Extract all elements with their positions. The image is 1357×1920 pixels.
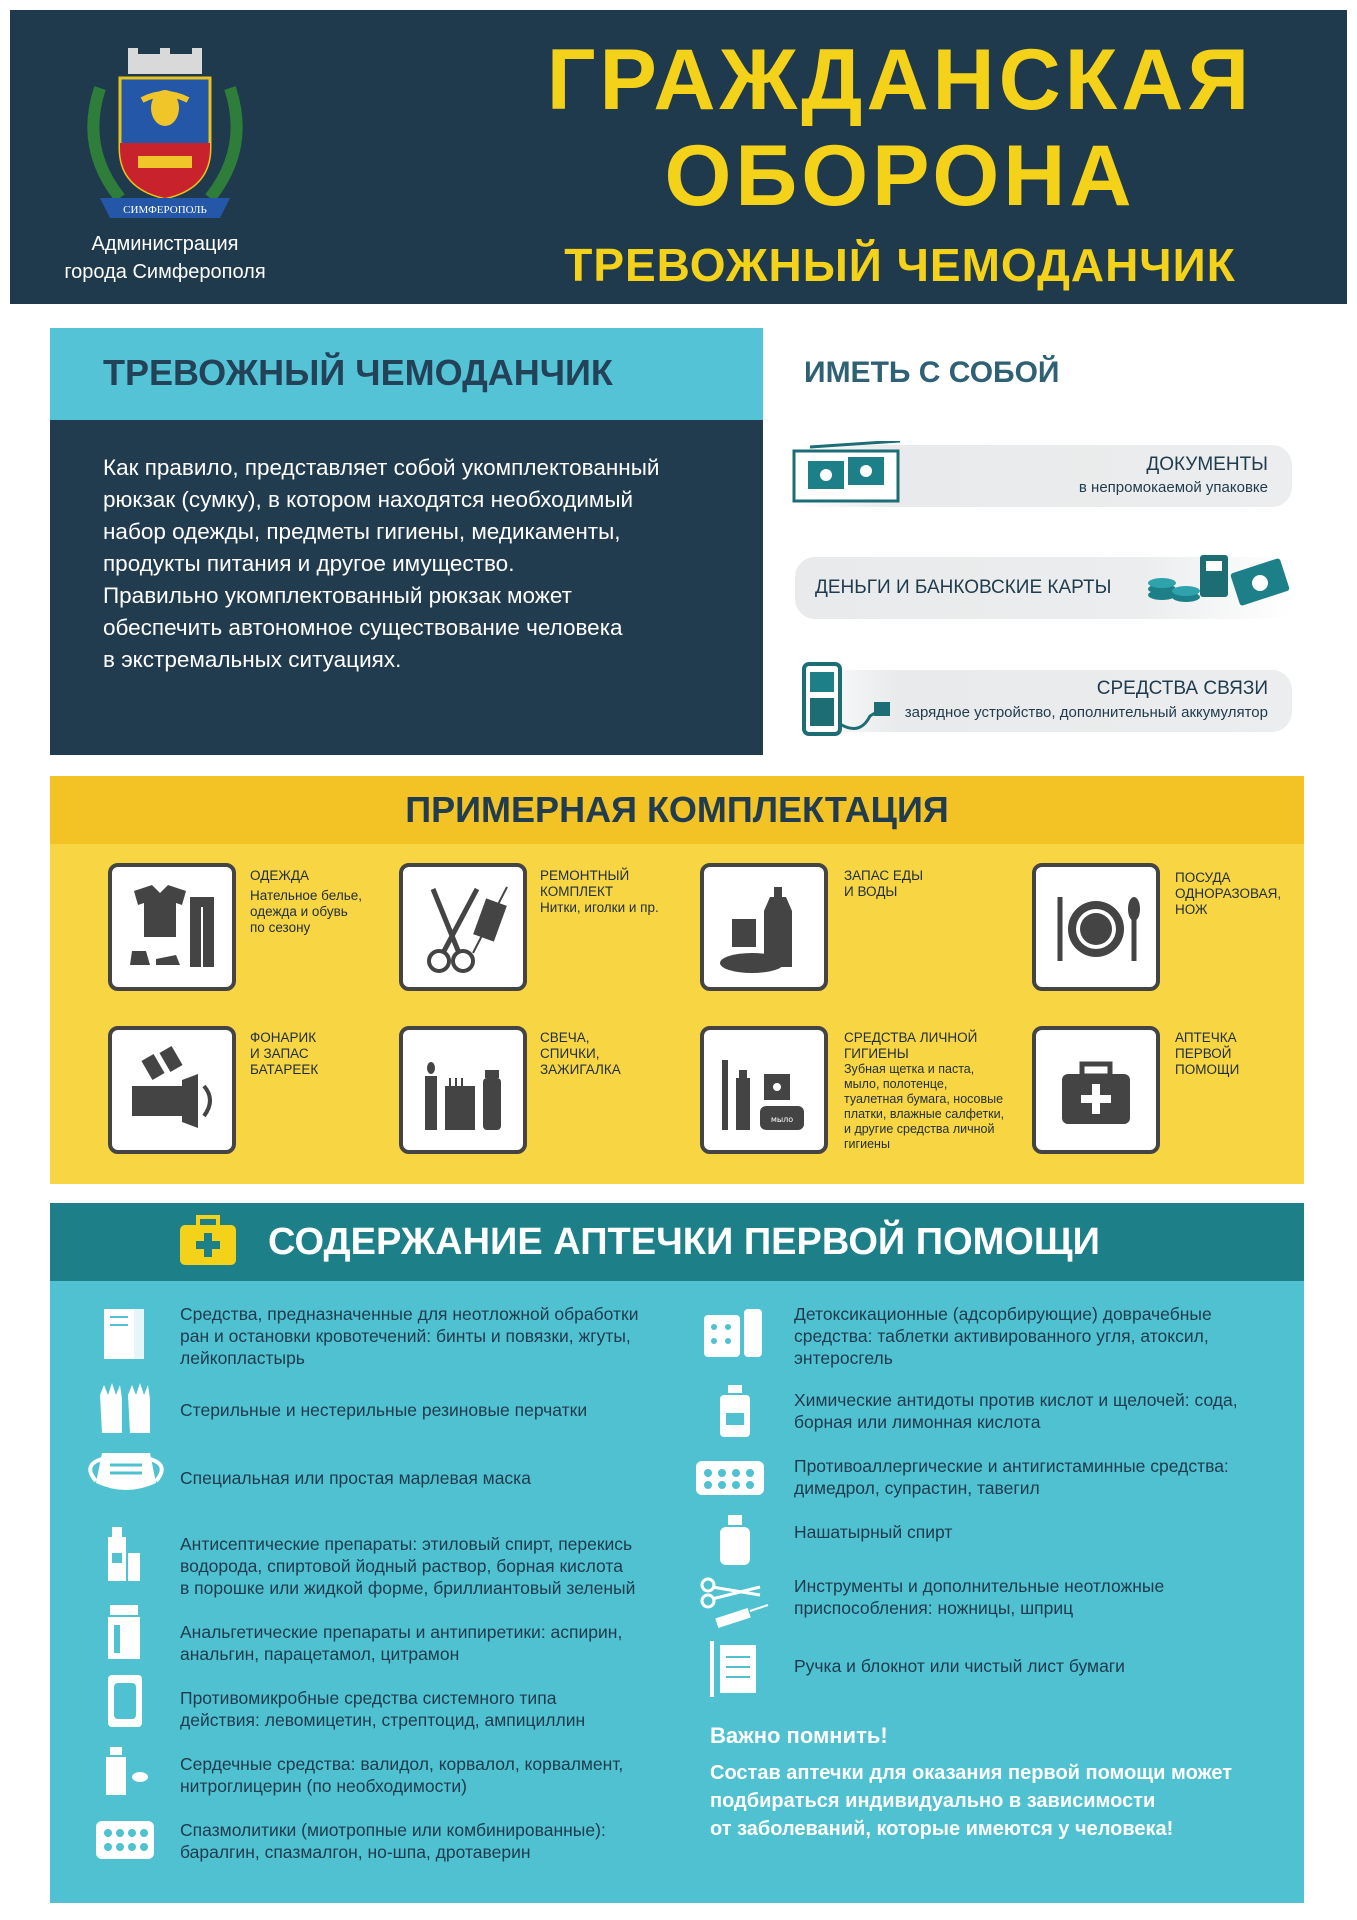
ammonia-icon (700, 1509, 770, 1571)
bag-line: Как правило, представляет собой укомплектованный (103, 455, 660, 480)
have-section-title: ИМЕТЬ С СОБОЙ (804, 356, 1060, 389)
bag-line: обеспечить автономное существование человека (103, 615, 623, 640)
kit-item-repair-label (540, 868, 659, 916)
aid-left-item: Сердечные средства: валидол, корвалол, корвалмент, нитроглицерин (по необходимости) (180, 1754, 624, 1796)
first-aid-header (50, 1203, 1304, 1281)
kit-item-food-label (844, 868, 923, 900)
kit-item-title: ФОНАРИК И ЗАПАС БАТАРЕЕК (250, 1030, 319, 1077)
bag-line: в экстремальных ситуациях. (103, 647, 402, 672)
bag-description (50, 420, 763, 755)
food-water-icon (700, 863, 828, 991)
have-item-communication (800, 670, 1292, 732)
page-subtitle: ТРЕВОЖНЫЙ ЧЕМОДАНЧИК (564, 239, 1236, 291)
bag-line: продукты питания и другое имущество. (103, 551, 515, 576)
dishes-icon (1032, 863, 1160, 991)
kit-item-candle-label (540, 1030, 621, 1078)
aid-right-item: Детоксикационные (адсорбирующие) доврачебные средства: таблетки активированного угля, атоксил, энтеросгель (794, 1304, 1212, 1368)
page-title (480, 32, 1320, 224)
pills-jar-icon (90, 1601, 160, 1663)
have-item-money (795, 557, 1292, 619)
have-item-documents (790, 445, 1292, 507)
kit-item-sub: Зубная щетка и паста, мыло, полотенце, туалетная бумага, носовые платки, влажные салфетки, и другие средства личной гигиены (844, 1062, 1005, 1151)
kit-item-dishes-label (1175, 870, 1281, 918)
detox-icon (700, 1303, 770, 1365)
kit-item-sub: Нательное белье, одежда и обувь по сезону (250, 888, 362, 935)
remember-title: Важно помнить! (710, 1723, 888, 1748)
title-line-2: ОБОРОНА (664, 128, 1136, 224)
bag-line: Правильно укомплектованный рюкзак может (103, 583, 572, 608)
first-aid-kit-icon (1032, 1026, 1160, 1154)
kit-item-title: ОДЕЖДА (250, 868, 309, 883)
first-aid-kit-icon (176, 1213, 240, 1269)
kit-item-flashlight-label (250, 1030, 318, 1078)
phone-icon (800, 660, 900, 738)
kit-section-header (50, 776, 1304, 844)
kit-item-title: СРЕДСТВА ЛИЧНОЙ ГИГИЕНЫ (844, 1030, 978, 1061)
have-item-sub: зарядное устройство, дополнительный аккумулятор (904, 704, 1268, 721)
kit-item-title: ЗАПАС ЕДЫ И ВОДЫ (844, 868, 924, 899)
kit-item-title: АПТЕЧКА ПЕРВОЙ ПОМОЩИ (1175, 1030, 1240, 1077)
bandage-icon (90, 1303, 160, 1365)
kit-item-title: СВЕЧА, СПИЧКИ, ЗАЖИГАЛКА (540, 1030, 621, 1077)
documents-icon (790, 441, 904, 507)
first-aid-title: СОДЕРЖАНИЕ АПТЕЧКИ ПЕРВОЙ ПОМОЩИ (268, 1221, 1100, 1263)
admin-line-2: города Симферополя (64, 261, 266, 283)
antidote-icon (700, 1381, 770, 1443)
admin-line-1: Администрация (91, 233, 239, 255)
have-item-title: ДЕНЬГИ И БАНКОВСКИЕ КАРТЫ (815, 577, 1112, 598)
bag-line: набор одежды, предметы гигиены, медикаменты, (103, 519, 621, 544)
kit-item-clothes-label (250, 868, 362, 936)
aid-left-item: Стерильные и нестерильные резиновые перчатки (180, 1400, 588, 1420)
mask-icon (76, 1439, 176, 1501)
aid-left-item: Спазмолитики (миотропные или комбинированные): баралгин, спазмалгон, но-шпа, дротаверин (180, 1820, 606, 1862)
aid-right-item: Инструменты и дополнительные неотложные приспособления: ножницы, шприц (794, 1576, 1165, 1618)
aid-right-item: Противоаллергические и антигистаминные средства: димедрол, супрастин, тавегил (794, 1456, 1229, 1498)
blister-icon (90, 1809, 160, 1871)
kit-item-sub: Нитки, иголки и пр. (540, 900, 659, 915)
have-item-sub: в непромокаемой упаковке (1078, 479, 1268, 496)
administration-label (50, 230, 280, 286)
kit-section (50, 776, 1304, 1184)
notebook-icon (700, 1637, 770, 1699)
aid-left-item: Противомикробные средства системного типа действия: левомицетин, стрептоцид, ампициллин (180, 1688, 586, 1730)
kit-item-hygiene-label (844, 1030, 1024, 1152)
money-icon (1142, 545, 1292, 625)
kit-item-title: ПОСУДА ОДНОРАЗОВАЯ, НОЖ (1175, 870, 1282, 917)
aid-left-item: Анальгетические препараты и антипиретики: аспирин, анальгин, парацетамол, цитрамон (180, 1622, 623, 1664)
page-header (10, 10, 1347, 304)
bag-section-title: ТРЕВОЖНЫЙ ЧЕМОДАНЧИК (103, 352, 613, 393)
remember-text: Состав аптечки для оказания первой помощи может подбираться индивидуально в зависимости от заболеваний, которые имеются у человека! (710, 1762, 1233, 1840)
kit-item-title: РЕМОНТНЫЙ КОМПЛЕКТ (540, 868, 630, 899)
bag-section-header (50, 328, 763, 420)
have-item-title: СРЕДСТВА СВЯЗИ (1096, 678, 1268, 699)
clothes-icon (108, 863, 236, 991)
scissors-syringe-icon (696, 1573, 776, 1635)
kit-item-aidkit-label (1175, 1030, 1239, 1078)
sewing-kit-icon (399, 863, 527, 991)
aid-left-item: Специальная или простая марлевая маска (180, 1468, 531, 1488)
candle-icon (399, 1026, 527, 1154)
have-item-title: ДОКУМЕНТЫ (1146, 454, 1268, 475)
city-emblem-icon (80, 48, 250, 228)
aid-left-item: Антисептические препараты: этиловый спирт, перекись водорода, спиртовой йодный раствор, борная кислота в порошке или жидкой форме, бриллиантовый зеленый (180, 1534, 636, 1598)
heart-drops-icon (90, 1739, 160, 1801)
title-line-1: ГРАЖДАНСКАЯ (546, 32, 1254, 128)
antiallergy-icon (690, 1447, 770, 1509)
kit-section-title: ПРИМЕРНАЯ КОМПЛЕКТАЦИЯ (405, 789, 949, 830)
emblem-ribbon-text: СИМФЕРОПОЛЬ (123, 204, 207, 216)
hygiene-icon (700, 1026, 828, 1154)
first-aid-section (50, 1203, 1304, 1903)
soap-label: мыло (770, 1115, 794, 1124)
antiseptic-icon (90, 1523, 160, 1585)
bag-line: рюкзак (сумку), в котором находятся необходимый (103, 487, 634, 512)
aid-right-item: Химические антидоты против кислот и щелочей: сода, борная или лимонная кислота (794, 1390, 1238, 1432)
antimicrobial-icon (90, 1669, 160, 1731)
gloves-icon (90, 1375, 160, 1437)
aid-left-item: Средства, предназначенные для неотложной обработки ран и остановки кровотечений: бинты и повязки, жгуты, лейкопластырь (180, 1304, 639, 1368)
aid-right-item: Нашатырный спирт (794, 1522, 953, 1542)
aid-right-item: Ручка и блокнот или чистый лист бумаги (794, 1656, 1125, 1676)
flashlight-icon (108, 1026, 236, 1154)
